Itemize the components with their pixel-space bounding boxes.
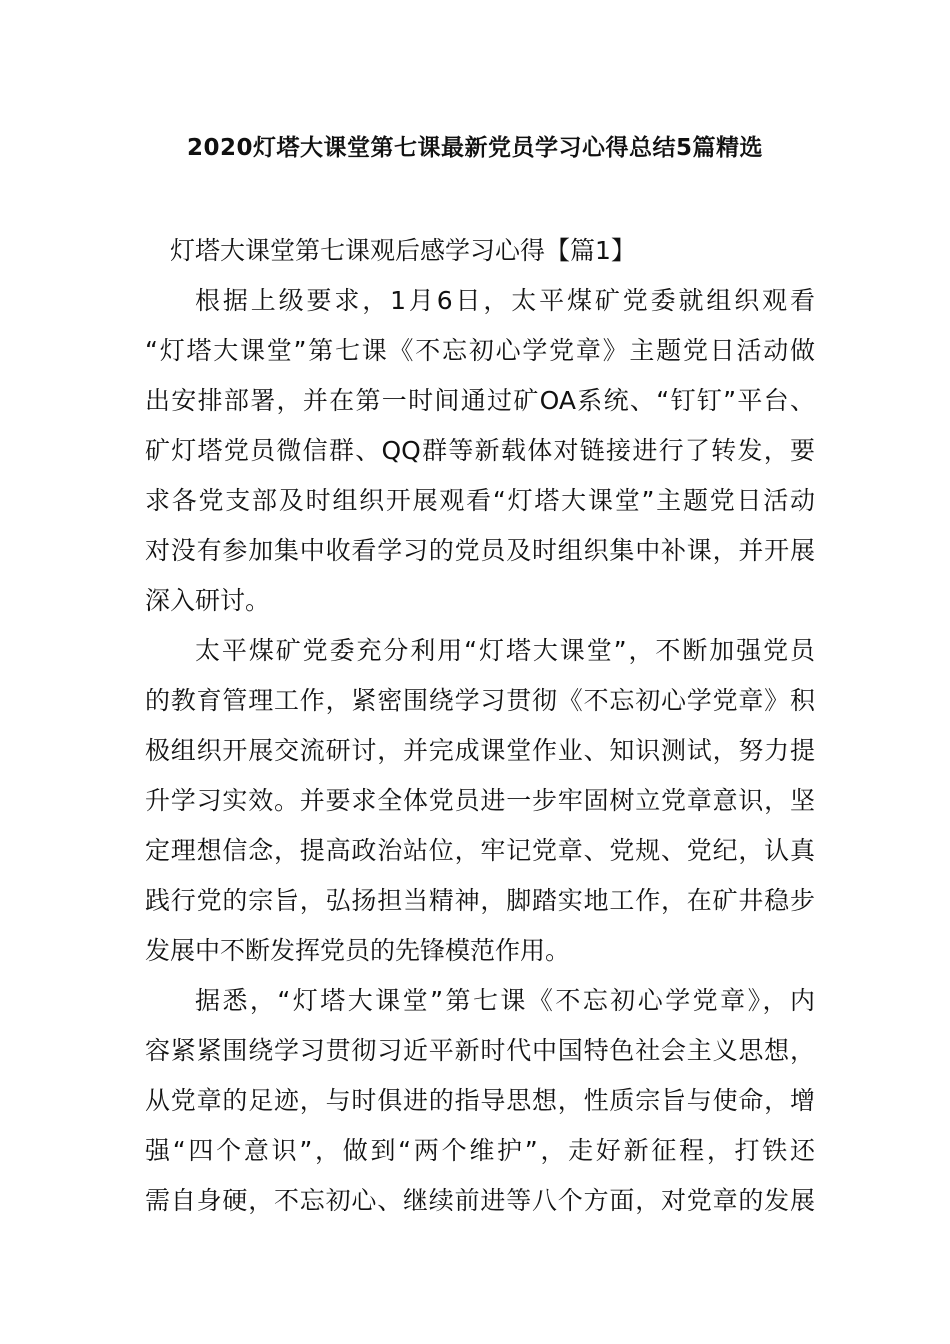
paragraph-line: 太平煤矿党委充分利用“灯塔大课堂”，不断加强党员 [195, 636, 815, 665]
paragraph-line: “灯塔大课堂”第七课《不忘初心学党章》主题党日活动做 [145, 336, 815, 365]
paragraph-line: 容紧紧围绕学习贯彻习近平新时代中国特色社会主义思想， [145, 1036, 815, 1065]
paragraph-line: 从党章的足迹，与时俱进的指导思想，性质宗旨与使命，增 [145, 1086, 815, 1115]
paragraph-line: 需自身硬，不忘初心、继续前进等八个方面，对党章的发展 [145, 1186, 815, 1215]
paragraph-line: 的教育管理工作，紧密围绕学习贯彻《不忘初心学党章》积 [145, 686, 815, 715]
paragraph-line: 出安排部署，并在第一时间通过矿OA系统、“钉钉”平台、 [145, 386, 815, 415]
section-heading: 灯塔大课堂第七课观后感学习心得【篇1】 [170, 236, 636, 265]
paragraph-line: 求各党支部及时组织开展观看“灯塔大课堂”主题党日活动 [145, 486, 815, 515]
paragraph-line: 践行党的宗旨，弘扬担当精神，脚踏实地工作，在矿井稳步 [145, 886, 815, 915]
paragraph-line: 矿灯塔党员微信群、QQ群等新载体对链接进行了转发，要 [145, 436, 815, 465]
paragraph-line: 强“四个意识”，做到“两个维护”，走好新征程，打铁还 [145, 1136, 815, 1165]
document-title: 2020灯塔大课堂第七课最新党员学习心得总结5篇精选 [186, 135, 764, 161]
paragraph-line: 定理想信念，提高政治站位，牢记党章、党规、党纪，认真 [145, 836, 815, 865]
paragraph-line: 升学习实效。并要求全体党员进一步牢固树立党章意识，坚 [145, 786, 815, 815]
paragraph-line: 极组织开展交流研讨，并完成课堂作业、知识测试，努力提 [145, 736, 815, 765]
paragraph-line: 发展中不断发挥党员的先锋模范作用。 [145, 936, 571, 965]
paragraph-line: 据悉，“灯塔大课堂”第七课《不忘初心学党章》，内 [195, 986, 815, 1015]
paragraph-line: 对没有参加集中收看学习的党员及时组织集中补课，并开展 [145, 536, 815, 565]
paragraph-line: 深入研讨。 [145, 586, 271, 615]
paragraph-line: 根据上级要求，1月6日，太平煤矿党委就组织观看 [195, 286, 815, 315]
